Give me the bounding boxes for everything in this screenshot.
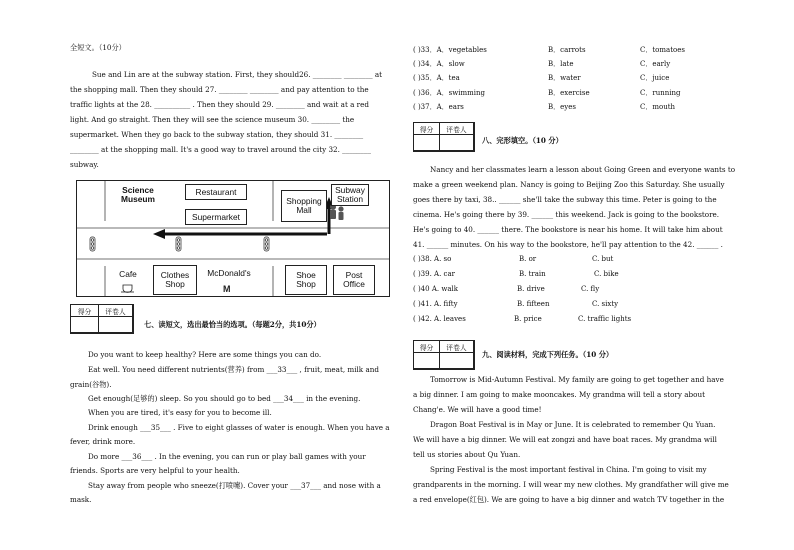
cloze-line: He's going to 40. ______ there. The bookstore is near his home. It will take him about <box>413 225 723 234</box>
option-b: B. or <box>519 255 537 263</box>
question-41: ( )41. A. fifty <box>413 300 458 308</box>
question-34: ( )34．A．slow <box>413 60 465 68</box>
option-c: C. but <box>592 255 614 263</box>
coffee-cup-icon <box>121 285 134 292</box>
score-cell <box>414 353 440 369</box>
option-c: C．mouth <box>640 103 676 111</box>
health-line: Eat well. You need different nutrients(营养) from ___33___ , fruit, meat, milk and <box>88 365 379 374</box>
option-b: B. fifteen <box>517 300 550 308</box>
option-b: B. price <box>514 315 542 323</box>
section-heading-tail: 全短文。（10分） <box>70 43 126 52</box>
question-35: ( )35．A．tea <box>413 74 460 82</box>
cloze-line: cinema. He's going there by 39. ______ this weekend. Jack is going to the bookstore. <box>413 210 720 219</box>
option-b: B．carrots <box>548 46 586 54</box>
grader-cell <box>440 353 474 369</box>
score-label: 得分 <box>414 341 440 353</box>
passage-line: the shopping mall. Then they should 27. ________ ________ and pay attention to the <box>70 85 369 94</box>
score-label: 得分 <box>414 123 440 135</box>
grader-label: 评卷人 <box>440 123 474 135</box>
festival-line: Chang'e. We will have a good time! <box>413 405 542 414</box>
score-box <box>70 304 134 334</box>
health-line: grain(谷物). <box>70 380 112 389</box>
shoe-shop-building: Shoe Shop <box>285 265 327 295</box>
question-40: ( )40 A. walk <box>413 285 458 293</box>
health-line: fever, drink more. <box>70 437 136 446</box>
health-line: Get enough(足够的) sleep. So you should go to bed ___34___ in the evening. <box>88 394 361 403</box>
cloze-line: goes there by taxi, 38.. ______ she'll take the subway this time. Peter is going to the <box>413 195 717 204</box>
question-42: ( )42. A. leaves <box>413 315 466 323</box>
question-39: ( )39. A. car <box>413 270 455 278</box>
score-box <box>413 340 475 370</box>
option-b: B．water <box>548 74 581 82</box>
section-9-title: 九、阅读材料，完成下列任务。（10 分） <box>482 350 614 359</box>
restaurant-building: Restaurant <box>185 184 247 200</box>
passage-line: traffic lights at the 28. __________ . Then they should 29. ________ and wait at a red <box>70 100 369 109</box>
option-c: C. sixty <box>592 300 619 308</box>
option-c: C．running <box>640 89 681 97</box>
option-b: B. train <box>519 270 546 278</box>
cloze-line: make a green weekend plan. Nancy is going to Beijing Zoo this Saturday. She usually <box>413 180 725 189</box>
health-line: Do you want to keep healthy? Here are some things you can do. <box>88 350 322 359</box>
score-cell <box>414 135 440 151</box>
option-c: C．juice <box>640 74 670 82</box>
subway-station-building: Subway Station <box>331 184 369 206</box>
section-8-title: 八、完形填空。（10 分） <box>482 136 563 145</box>
supermarket-building: Supermarket <box>185 209 247 225</box>
option-c: C．early <box>640 60 671 68</box>
festival-line: Tomorrow is Mid-Autumn Festival. My family are going to get together and have <box>430 375 724 384</box>
festival-line: a big dinner. I am going to make mooncakes. My grandma will tell a story about <box>413 390 705 399</box>
clothes-shop-building: Clothes Shop <box>153 265 197 295</box>
grader-label: 评卷人 <box>99 305 133 317</box>
score-cell <box>71 317 99 333</box>
festival-line: Dragon Boat Festival is in May or June. It is celebrated to remember Qu Yuan. <box>430 420 716 429</box>
cafe-building: Cafe <box>113 267 143 281</box>
science-museum-building: Science Museum <box>110 186 166 220</box>
question-33: ( )33．A．vegetables <box>413 46 487 54</box>
grader-cell <box>99 317 133 333</box>
health-line: Drink enough ___35___ . Five to eight glasses of water is enough. When you have a <box>88 423 390 432</box>
people-icon <box>330 204 344 220</box>
option-b: B．exercise <box>548 89 590 97</box>
cloze-line: 41. ______ minutes. On his way to the bookstore, he'll pay attention to the 42. ______ . <box>413 240 723 249</box>
grader-cell <box>440 135 474 151</box>
health-line: friends. Sports are very helpful to your health. <box>70 466 240 475</box>
traffic-light-icon <box>90 237 269 251</box>
option-b: B．late <box>548 60 574 68</box>
grader-label: 评卷人 <box>440 341 474 353</box>
festival-line: a red envelope(红包). We are going to have a big dinner and watch TV together in the <box>413 495 725 504</box>
score-label: 得分 <box>71 305 99 317</box>
option-c: C. fly <box>581 285 600 293</box>
health-line: Stay away from people who sneeze(打喷嚏). Cover your ___37___ and nose with a <box>88 481 381 490</box>
post-office-building: Post Office <box>333 265 375 295</box>
passage-line: subway. <box>70 160 99 169</box>
option-c: C. bike <box>594 270 619 278</box>
health-line: mask. <box>70 495 92 504</box>
section-7-title: 七、读短文，选出最恰当的选项。（每题2分，共10分） <box>144 320 321 329</box>
festival-line: grandparents in the morning. I will wear my new clothes. My grandfather will give me <box>413 480 729 489</box>
festival-line: tell us stories about Qu Yuan. <box>413 450 521 459</box>
score-box <box>413 122 475 152</box>
question-36: ( )36．A．swimming <box>413 89 485 97</box>
health-line: When you are tired, it's easy for you to become ill. <box>88 408 272 417</box>
passage-line: supermarket. When they go back to the subway station, they should 31. ________ <box>70 130 364 139</box>
city-map <box>76 180 390 297</box>
festival-line: Spring Festival is the most important festival in China. I'm going to visit my <box>430 465 707 474</box>
health-line: Do more ___36___ . In the evening, you can run or play ball games with your <box>88 452 366 461</box>
question-37: ( )37．A．ears <box>413 103 464 111</box>
mcdonalds-building: McDonald's <box>201 265 257 281</box>
question-38: ( )38. A. so <box>413 255 452 263</box>
mcdonalds-logo: M <box>223 284 231 294</box>
passage-line: Sue and Lin are at the subway station. First, they should26. ________ ________ at <box>92 70 383 79</box>
option-c: C．tomatoes <box>640 46 685 54</box>
festival-line: We will have a big dinner. We will eat zongzi and have boat races. My grandma will <box>413 435 717 444</box>
option-b: B．eyes <box>548 103 576 111</box>
shopping-mall-building: Shopping Mall <box>281 190 327 222</box>
cloze-line: Nancy and her classmates learn a lesson about Going Green and everyone wants to <box>430 165 736 174</box>
passage-line: light. And go straight. Then they will see the science museum 30. ________ the <box>70 115 355 124</box>
passage-line: ________ at the shopping mall. It's a good way to travel around the city 32. ________ <box>70 145 371 154</box>
option-c: C. traffic lights <box>578 315 632 323</box>
option-b: B. drive <box>517 285 545 293</box>
